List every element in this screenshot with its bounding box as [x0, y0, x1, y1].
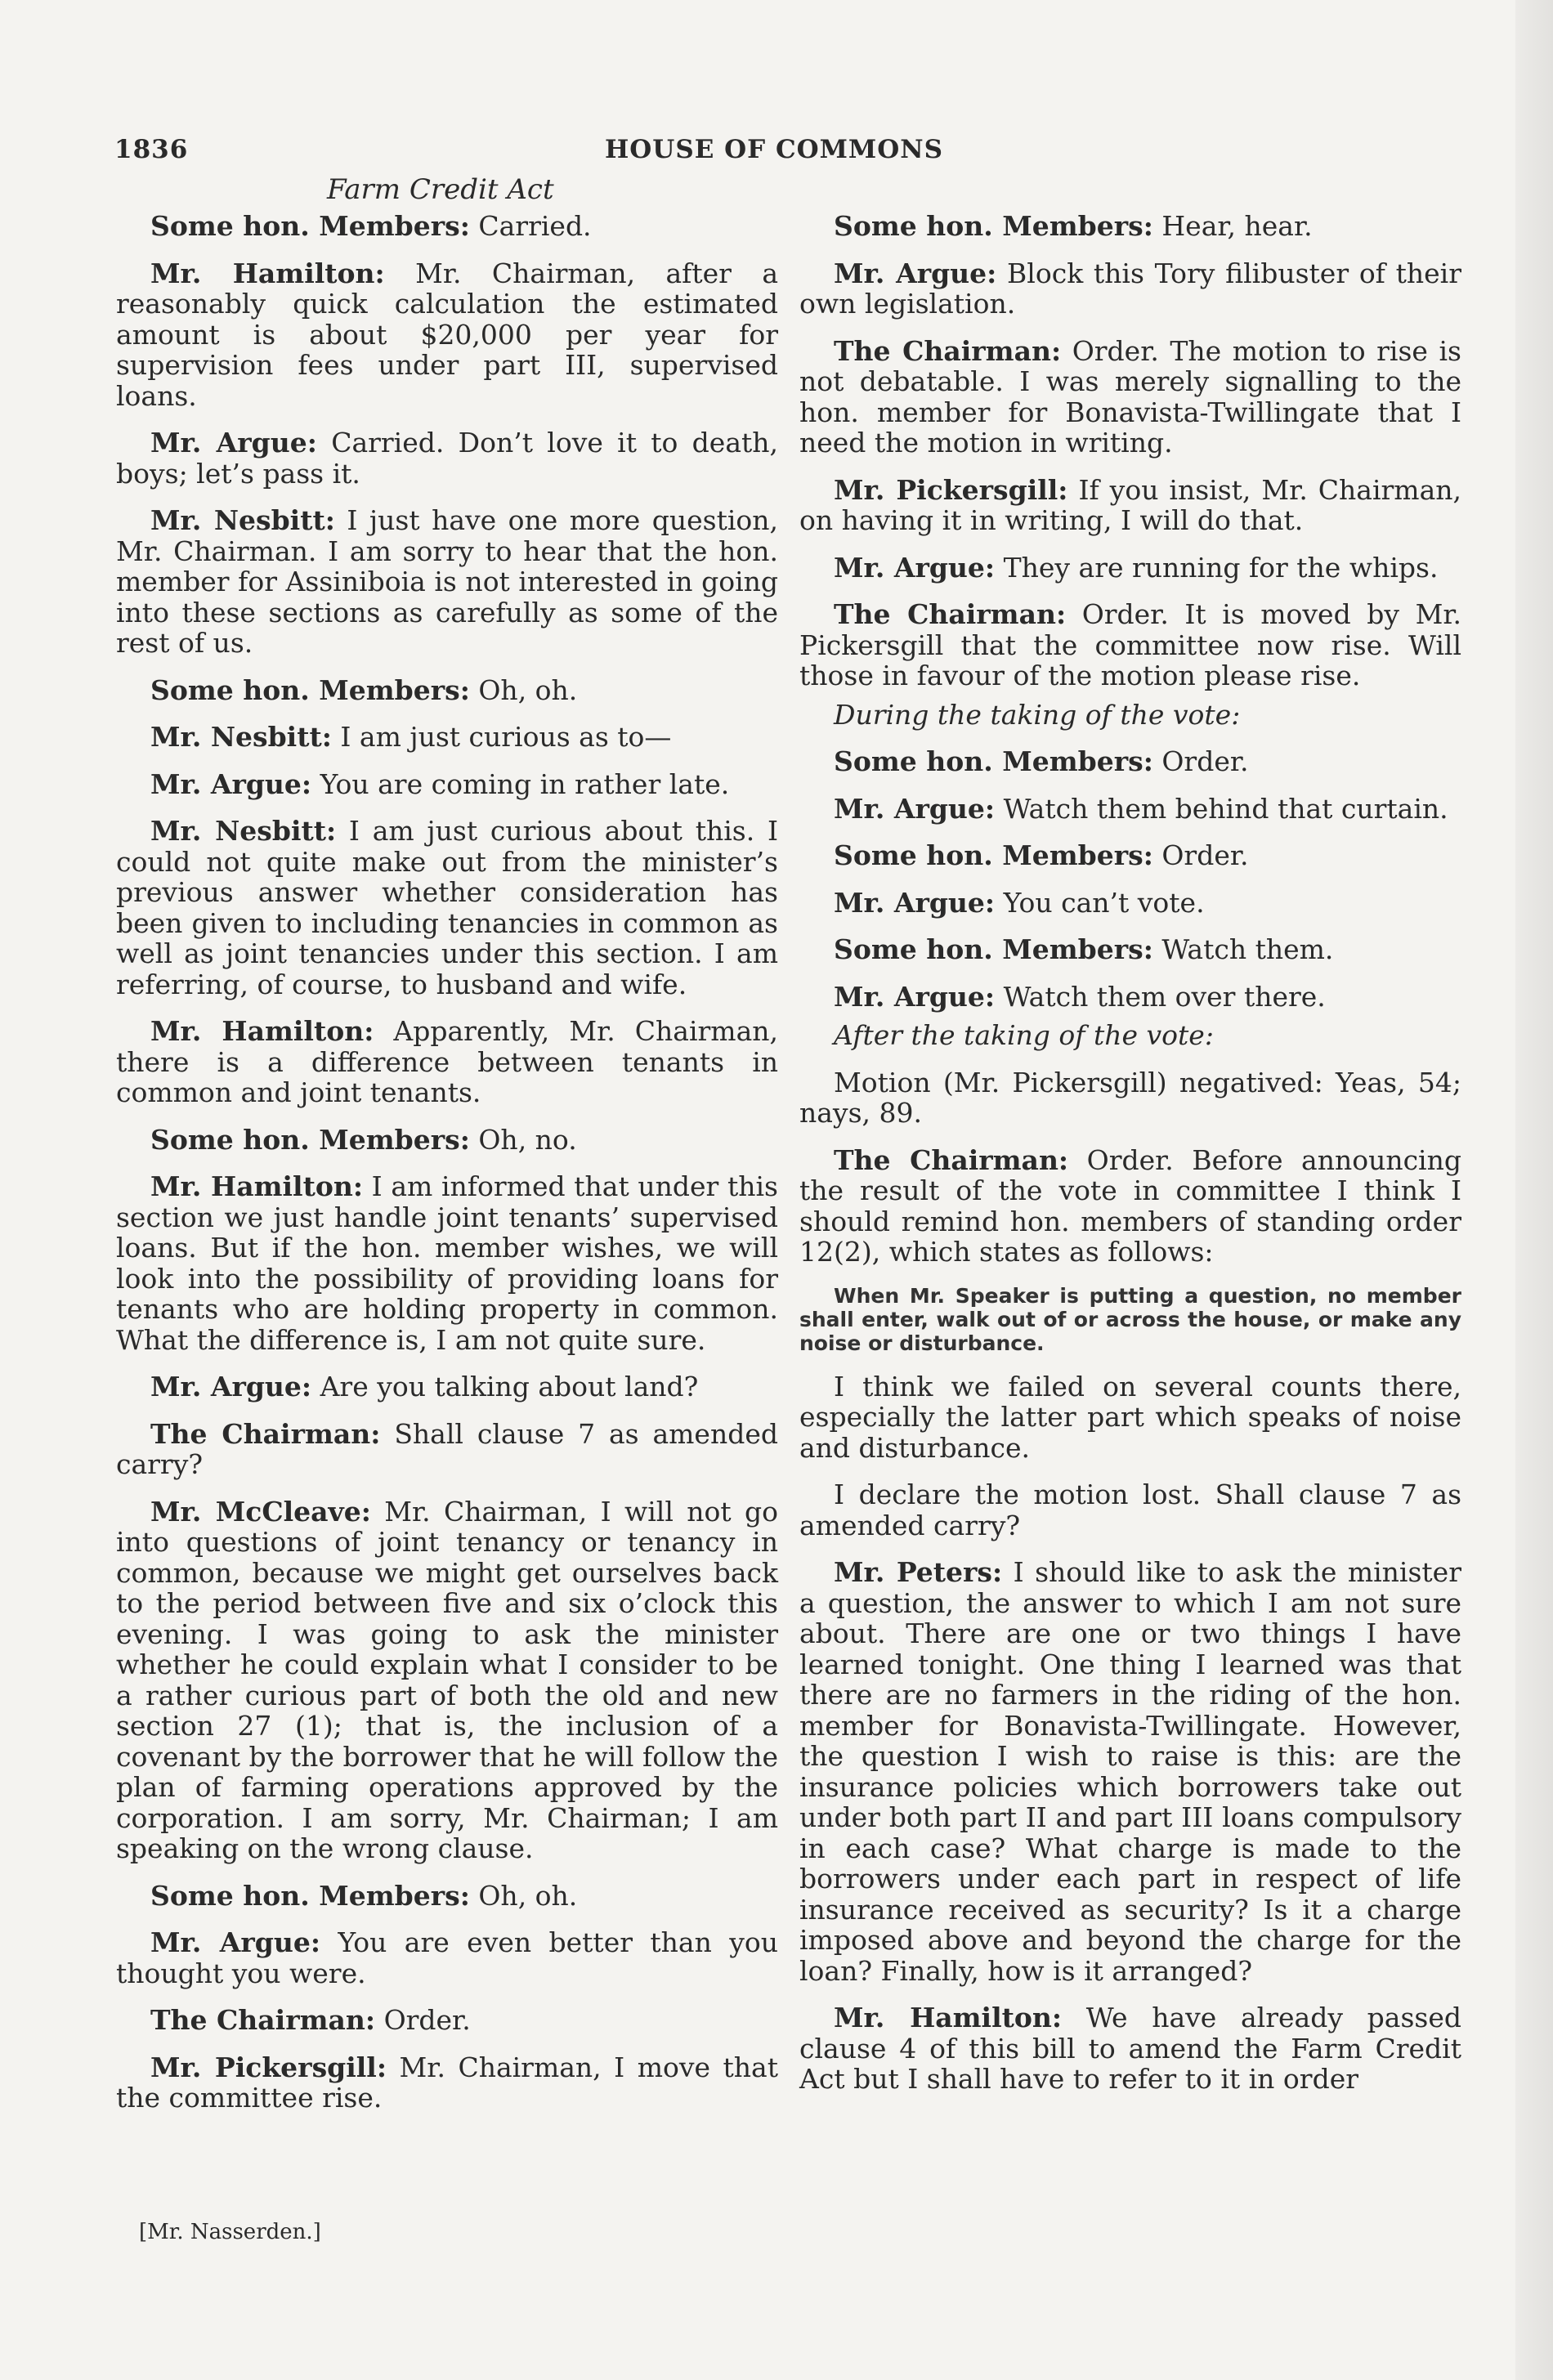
speaker-name: Mr. Pickersgill:: [150, 2051, 387, 2083]
speech-text: I am just curious about this. I could not quite make out from the minister’s previous answer whether consideration has been given to including tenancies in common as well as joint tenancies under this section. I am referring, of course, to husband and wife.: [116, 815, 778, 1000]
speaker-name: Mr. Argue:: [150, 1371, 312, 1402]
paragraph: [116, 1881, 778, 1912]
speaker-name: Mr. Argue:: [834, 551, 996, 584]
speech-text: They are running for the whips.: [995, 551, 1439, 584]
speech-text: I am informed that under this section we just handle joint tenants’ supervised loans. But if the hon. member wishes, we will look into the possibility of providing loans for tenants who are holding property in common. What the difference is, I am not quite sure.: [116, 1170, 778, 1356]
speaker-name: Mr. Nesbitt:: [150, 721, 332, 753]
right-column: [799, 211, 1461, 2111]
speaker-name: The Chairman:: [834, 598, 1067, 630]
speaker-name: Some hon. Members:: [150, 210, 470, 242]
speaker-name: Mr. McCleave:: [150, 1495, 371, 1528]
speaker-name: Some hon. Members:: [150, 1123, 470, 1156]
speaker-name: Some hon. Members:: [834, 745, 1153, 777]
during-vote-note: During the taking of the vote:: [834, 698, 1241, 731]
paragraph: I think we failed on several counts there, especially the latter part which speaks of noise and disturbance.: [799, 1370, 1461, 1464]
standing-order-quote: When Mr. Speaker is putting a question, no member shall enter, walk out of or across the house, or make any noise or disturbance.: [799, 1283, 1461, 1355]
speaker-name: Mr. Hamilton:: [150, 1170, 364, 1202]
paragraph: [799, 934, 1461, 965]
speech-text: Order. Before announcing the result of the vote in committee I think I should remind hon. members of standing order 12(2), which states as follows:: [799, 1143, 1461, 1268]
paragraph: [799, 888, 1461, 919]
paragraph: [799, 599, 1461, 691]
paragraph: [799, 746, 1461, 777]
speaker-name: The Chairman:: [834, 334, 1062, 367]
speech-text: Oh, no.: [469, 1123, 577, 1156]
speech-text: Order.: [1152, 745, 1249, 777]
left-column: [116, 211, 778, 2130]
paragraph: [116, 1171, 778, 1355]
after-vote-note: After the taking of the vote:: [834, 1019, 1214, 1051]
speaker-name: Mr. Pickersgill:: [834, 473, 1068, 506]
paragraph: [799, 475, 1461, 536]
speech-text: I should like to ask the minister a question, the answer to which I am not sure about. There are one or two things I have learned tonight. One thing I learned was that there are no farmers in the riding of the hon. member for Bonavista-Twillingate. However, the question I wish to raise is this: are the insurance policies which borrowers take out under both part II and part III loans compulsory in each case? What charge is made to the borrowers under each part in respect of life insurance received as security? Is it a charge imposed above and beyond the charge for the loan? Finally, how is it arranged?: [799, 1556, 1461, 1987]
speech-text: Mr. Chairman, I move that the committee rise.: [116, 2051, 778, 2114]
speech-text: Mr. Chairman, I will not go into questions of joint tenancy or tenancy in common, because we might get ourselves back to the period between five and six o’clock this evening. I was going to ask the minister whether he could explain what I consider to be a rather curious part of both the old and new section 27 (1); that is, the inclusion of a covenant by the borrower that he will follow the plan of farming operations approved by the corporation. I am sorry, Mr. Chairman; I am speaking on the wrong clause.: [116, 1495, 778, 1864]
speech-text: Order.: [1152, 839, 1249, 871]
section-subtitle: Farm Credit Act: [327, 173, 554, 206]
paragraph: [799, 2002, 1461, 2095]
speaker-name: The Chairman:: [150, 2004, 376, 2036]
paragraph: [799, 336, 1461, 459]
speaker-name: Mr. Peters:: [834, 1556, 1003, 1588]
paragraph: [799, 258, 1461, 320]
speaker-name: Some hon. Members:: [834, 839, 1153, 871]
paragraph: [116, 211, 778, 242]
paragraph: [799, 552, 1461, 584]
speaker-name: Some hon. Members:: [834, 210, 1153, 242]
speaker-name: Mr. Argue:: [834, 980, 996, 1013]
speaker-name: Mr. Hamilton:: [834, 2002, 1063, 2033]
speech-text: Block this Tory filibuster of their own legislation.: [799, 257, 1461, 320]
speaker-name: Mr. Nesbitt:: [150, 504, 335, 536]
paragraph: [116, 1496, 778, 1864]
scan-edge: [1515, 0, 1553, 2380]
speech-text: Order. The motion to rise is not debatable. I was merely signalling to the hon. member for Bonavista-Twillingate that I need the motion in writing.: [799, 334, 1461, 459]
speech-text: Watch them behind that curtain.: [995, 792, 1448, 825]
speech-text: Shall clause 7 as amended carry?: [116, 1417, 778, 1480]
speech-text: Oh, oh.: [469, 673, 578, 706]
paragraph: [116, 427, 778, 489]
page-number: 1836: [114, 135, 189, 164]
footer-note: [Mr. Nasserden.]: [139, 2220, 321, 2244]
speaker-name: Mr. Argue:: [834, 886, 996, 919]
speaker-name: Some hon. Members:: [150, 1879, 470, 1912]
speech-text: Mr. Chairman, after a reasonably quick calculation the estimated amount is about $20,000 per year for supervision fees under part III, supervised loans.: [116, 257, 779, 412]
motion-result: Motion (Mr. Pickersgill) negatived: Yeas, 54; nays, 89.: [799, 1066, 1461, 1129]
page-header: [114, 135, 1463, 168]
speech-text: Order. It is moved by Mr. Pickersgill that the committee now rise. Will those in favour of the motion please rise.: [799, 598, 1462, 691]
speaker-name: Mr. Argue:: [834, 257, 997, 289]
paragraph: [116, 1125, 778, 1156]
paragraph: [116, 2005, 778, 2036]
paragraph: [799, 840, 1461, 871]
speech-text: Apparently, Mr. Chairman, there is a difference between tenants in common and joint tenants.: [116, 1015, 778, 1108]
speaker-name: Mr. Argue:: [150, 427, 317, 459]
speech-text: Hear, hear.: [1152, 210, 1313, 242]
speech-text: Carried. Don’t love it to death, boys; let’s pass it.: [116, 427, 778, 490]
paragraph: [116, 722, 778, 753]
speech-text: I am just curious as to—: [331, 721, 672, 753]
speech-text: You can’t vote.: [995, 886, 1205, 919]
paragraph: [799, 982, 1461, 1013]
paragraph: [116, 1927, 778, 1989]
paragraph: [116, 505, 778, 659]
paragraph: [799, 211, 1461, 242]
running-title: HOUSE OF COMMONS: [605, 135, 943, 164]
paragraph: [116, 1371, 778, 1402]
speech-text: Watch them over there.: [995, 980, 1326, 1013]
speaker-name: The Chairman:: [150, 1417, 381, 1450]
speech-text: We have already passed clause 4 of this bill to amend the Farm Credit Act but I shall have to refer to it in order: [799, 2002, 1462, 2095]
speech-text: I just have one more question, Mr. Chairman. I am sorry to hear that the hon. member for Assiniboia is not interested in going into these sections as carefully as some of the rest of us.: [116, 504, 779, 659]
paragraph: [799, 1145, 1461, 1268]
paragraph: [116, 2052, 778, 2114]
paragraph: [116, 258, 778, 412]
paragraph: [116, 675, 778, 706]
speaker-name: Mr. Hamilton:: [150, 1015, 374, 1047]
paragraph: [799, 794, 1461, 825]
speaker-name: The Chairman:: [834, 1143, 1069, 1176]
speech-text: Watch them.: [1152, 933, 1334, 965]
speaker-name: Mr. Argue:: [150, 1926, 320, 1958]
speaker-name: Some hon. Members:: [150, 673, 470, 706]
speech-text: Oh, oh.: [469, 1879, 578, 1912]
paragraph: [116, 1419, 778, 1480]
speech-text: Order.: [375, 2004, 471, 2036]
speaker-name: Mr. Nesbitt:: [150, 815, 337, 847]
speech-text: If you insist, Mr. Chairman, on having it in writing, I will do that.: [799, 473, 1461, 536]
speech-text: Carried.: [469, 210, 592, 242]
paragraph: [116, 816, 778, 1000]
paragraph: I declare the motion lost. Shall clause 7 as amended carry?: [799, 1479, 1461, 1541]
speaker-name: Some hon. Members:: [834, 933, 1153, 965]
paragraph: [799, 1557, 1461, 1986]
speech-text: You are even better than you thought you were.: [116, 1926, 778, 1989]
speaker-name: Mr. Argue:: [834, 792, 996, 825]
paragraph: [116, 1016, 778, 1108]
speaker-name: Mr. Argue:: [150, 767, 312, 800]
paragraph: [116, 769, 778, 800]
speech-text: You are coming in rather late.: [311, 767, 730, 800]
speaker-name: Mr. Hamilton:: [150, 257, 385, 289]
speech-text: Are you talking about land?: [311, 1371, 699, 1402]
